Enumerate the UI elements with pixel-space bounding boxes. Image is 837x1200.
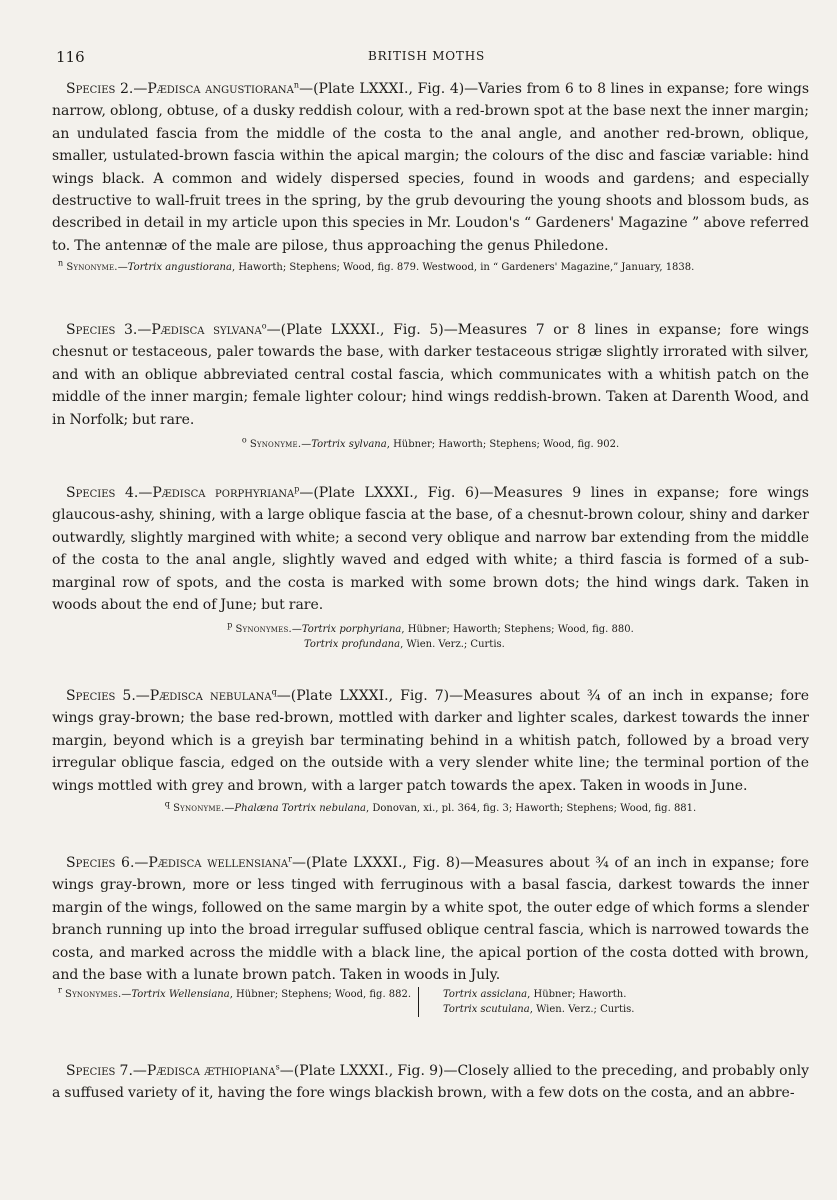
species-description: —(Plate LXXXI., Fig. 6)—Measures 9 lines in expanse; fore wings glaucous-ashy, shining, with a large oblique fascia at the base, of a chesnut-brown colour, shiny and darker outwardly, slightly margined with white; a second very oblique and narrow bar extending from the middle of the costa to the anal angle, slightly waved and edged with white; a third fascia is formed of a sub-marginal row of spots, and the costa is marked with some brown dots; the hind wings dark. Taken in woods about the end of June; but rare. [52,485,809,614]
species-entry-6 [52,852,809,1017]
species-paragraph [52,852,809,986]
synonym-refs: , Wien. Verz.; Curtis. [529,1004,635,1016]
footnote-mark: n [293,80,300,90]
synonym-refs: , Hübner; Haworth; Stephens; Wood, fig. 902. [386,439,620,451]
synonym-label: Synonymes. [65,989,122,1001]
species-heading: Species 2.—Pædisca angustiorana [66,81,294,97]
running-title: BRITISH MOTHS [367,49,486,63]
synonym-note: $^o$ Synonyme.—Tortrix sylvana, Hübner; Haworth; Stephens; Wood, fig. 902. [241,435,620,451]
synonym-mark: q [164,799,170,809]
species-paragraph [52,319,809,431]
species-description: —(Plate LXXXI., Fig. 9)—Closely allied to the preceding, and probably only a suffused variety of it, having the fore wings blackish brown, with a few dots on the costa, and an abbre- [52,1063,809,1102]
column-divider [418,987,419,1017]
species-heading: Species 4.—Pædisca porphyriana [66,485,295,501]
synonym-right-column [443,987,809,1017]
synonym-mark: p [227,621,233,631]
synonym-columns [52,987,809,1017]
species-heading: Species 5.—Pædisca nebulana [66,688,272,704]
synonym-label: Synonyme. [66,262,118,274]
species-description: —(Plate LXXXI., Fig. 5)—Measures 7 or 8 lines in expanse; fore wings chesnut or testaceous, paler towards the base, with darker testaceous strigæ slightly irrorated with silver, and with an oblique abbreviated central costal fascia, which communicates with a whitish patch on the middle of the inner margin; female lighter colour; hind wings reddish-brown. Taken at Darenth Wood, and in Norfolk; but rare. [52,322,809,428]
synonym-mark: n [58,258,64,268]
synonym-name: Phalæna Tortrix nebulana [234,803,367,815]
synonym-name: Tortrix sylvana [311,439,387,451]
species-entry-7 [52,1060,809,1105]
footnote-mark: o [261,321,267,331]
synonym-name: Tortrix scutulana [443,1004,530,1016]
synonym-refs: , Wien. Verz.; Curtis. [400,639,505,651]
synonym-line [443,1002,809,1017]
footnote-mark: p [294,484,300,494]
synonym-note-line-2 [52,637,809,652]
synonym-name: Tortrix Wellensiana [131,989,230,1001]
species-paragraph [52,1060,809,1105]
species-entry-3 [52,319,809,452]
synonym-refs: , Hübner; Haworth. [527,989,627,1001]
species-entry-4 [52,482,809,652]
footnote-mark: q [271,687,277,697]
synonym-line [443,987,809,1002]
species-paragraph [52,482,809,616]
running-head [56,48,797,68]
species-description: —(Plate LXXXI., Fig. 4)—Varies from 6 to 8 lines in expanse; fore wings narrow, oblong, obtuse, of a dusky reddish colour, with a red-brown spot at the base next the inner margin; an undulated fascia from the middle of the costa to the anal angle, and another red-brown, oblique, smaller, ustulated-brown fascia within the apical margin; the colours of the disc and fasciæ variable: hind wings black. A common and widely dispersed species, found in woods and gardens; and especially destructive to wall-fruit trees in the spring, by the grub devouring the young shoots and blossom buds, as described in detail in my article upon this species in Mr. Loudon's “ Gardeners' Magazine ” above referred to. The antennæ of the male are pilose, thus approaching the genus Philedone. [52,81,809,254]
synonym-name: Tortrix angustiorana [127,262,232,274]
species-entry-2 [52,78,809,275]
synonym-refs: , Hübner; Stephens; Wood, fig. 882. [229,989,412,1001]
species-heading: Species 7.—Pædisca æthiopiana [66,1063,276,1079]
synonym-label: Synonymes. [235,624,292,636]
synonym-note: $^r$ Synonymes.—Tortrix Wellensiana, Hübner; Stephens; Wood, fig. 882. [58,986,412,1001]
synonym-name: Tortrix assiclana [443,989,528,1001]
synonym-name: Tortrix profundana [304,639,401,651]
synonym-label: Synonyme. [249,439,302,451]
species-description: —(Plate LXXXI., Fig. 8)—Measures about ¾ of an inch in expanse; fore wings gray-brown, more or less tinged with ferruginous with a basal fascia, darkest towards the inner margin of the wings, followed on the same margin by a white spot, the outer edge of which forms a slender branch running up into the broad irregular suffused oblique central fascia, which is narrowed towards the costa, and marked across the middle with a black line, the apical portion of the costa dotted with brown, and the base with a lunate brown patch. Taken in woods in July. [52,855,809,984]
synonym-refs: , Haworth; Stephens; Wood, fig. 879. Westwood, in “ Gardeners' Magazine,” January, 1838. [231,262,695,274]
synonym-name: Tortrix porphyriana [301,624,402,636]
species-paragraph [52,685,809,797]
synonym-mark: o [241,435,247,445]
synonym-mark: r [58,986,62,996]
page-number: 116 [56,48,85,66]
species-paragraph [52,78,809,257]
synonym-refs: , Hübner; Haworth; Stephens; Wood, fig. 880. [401,624,634,636]
species-heading: Species 6.—Pædisca wellensiana [66,855,289,871]
species-heading: Species 3.—Pædisca sylvana [66,322,262,338]
footnote-mark: s [275,1062,280,1072]
synonym-label: Synonyme. [173,803,225,815]
species-entry-5 [52,685,809,816]
footnote-mark: r [288,854,292,864]
species-description: —(Plate LXXXI., Fig. 7)—Measures about ¾ of an inch in expanse; fore wings gray-brown; the base red-brown, mottled with darker and lighter scales, darkest towards the inner margin, beyond which is a greyish bar terminating behind in a whitish patch, followed by a broad very irregular oblique fascia, edged on the outside with a very slender white line; the terminal portion of the wings mottled with grey and brown, with a larger patch towards the apex. Taken in woods in June. [52,688,809,794]
synonym-note: $^p$ Synonymes.—Tortrix porphyriana, Hübner; Haworth; Stephens; Wood, fig. 880. [227,621,634,636]
synonym-refs: , Donovan, xi., pl. 364, fig. 3; Haworth; Stephens; Wood, fig. 881. [366,803,697,815]
synonym-note: $^q$ Synonyme.—Phalæna Tortrix nebulana, Donovan, xi., pl. 364, fig. 3; Haworth; Stephens; Wood, fig. 881. [164,799,697,815]
synonym-note: $^n$ Synonyme.—Tortrix angustiorana, Haworth; Stephens; Wood, fig. 879. Westwood, in “ Gardeners' Magazine,” January, 1838. [58,258,695,274]
